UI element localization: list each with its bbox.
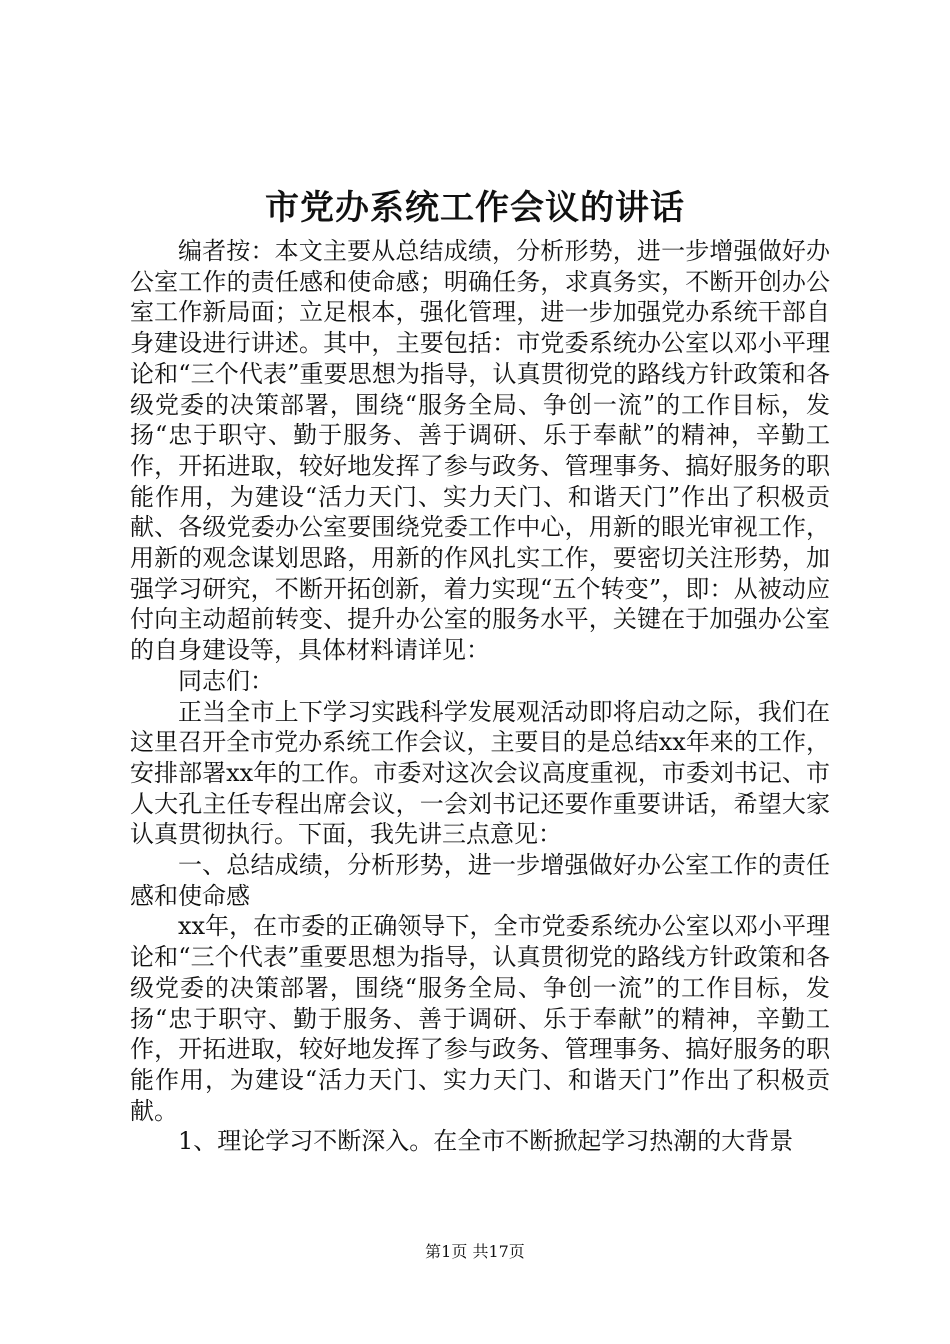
section-heading-paragraph: 一、总结成绩，分析形势，进一步增强做好办公室工作的责任感和使命感 [130, 851, 830, 910]
salutation-paragraph: 同志们： [178, 666, 274, 695]
document-title: 市党办系统工作会议的讲话 [265, 188, 685, 228]
page-footer: 第1页 共17页 [425, 1242, 525, 1261]
opening-paragraph: 正当全市上下学习实践科学发展观活动即将启动之际，我们在这里召开全市党办系统工作会议，主要目的是总结xx年来的工作，安排部署xx年的工作。市委对这次会议高度重视，市委刘书记、市人大孔主任专程出席会议，一会刘书记还要作重要讲话，希望大家认真贯彻执行。下面，我先讲三点意见： [130, 697, 830, 849]
achievements-paragraph: xx年，在市委的正确领导下，全市党委系统办公室以邓小平理论和“三个代表”重要思想为指导，认真贯彻党的路线方针政策和各级党委的决策部署，围绕“服务全局、争创一流”的工作目标，发扬“忠于职守、勤于服务、善于调研、乐于奉献”的精神，辛勤工作，开拓进取，较好地发挥了参与政务、管理事务、搞好服务的职能作用，为建设“活力天门、实力天门、和谐天门”作出了积极贡献。 [130, 912, 830, 1125]
document-body [130, 236, 830, 1157]
editor-note-paragraph: 编者按：本文主要从总结成绩，分析形势，进一步增强做好办公室工作的责任感和使命感；明确任务，求真务实，不断开创办公室工作新局面；立足根本，强化管理，进一步加强党办系统干部自身建设进行讲述。其中，主要包括：市党委系统办公室以邓小平理论和“三个代表”重要思想为指导，认真贯彻党的路线方针政策和各级党委的决策部署，围绕“服务全局、争创一流”的工作目标，发扬“忠于职守、勤于服务、善于调研、乐于奉献”的精神，辛勤工作，开拓进取，较好地发挥了参与政务、管理事务、搞好服务的职能作用，为建设“活力天门、实力天门、和谐天门”作出了积极贡献、各级党委办公室要围绕党委工作中心，用新的眼光审视工作，用新的观念谋划思路，用新的作风扎实工作，要密切关注形势，加强学习研究，不断开拓创新，着力实现“五个转变”，即：从被动应付向主动超前转变、提升办公室的服务水平，关键在于加强办公室的自身建设等，具体材料请详见： [130, 237, 830, 665]
subsection-paragraph: 1、理论学习不断深入。在全市不断掀起学习热潮的大背景 [178, 1127, 794, 1156]
